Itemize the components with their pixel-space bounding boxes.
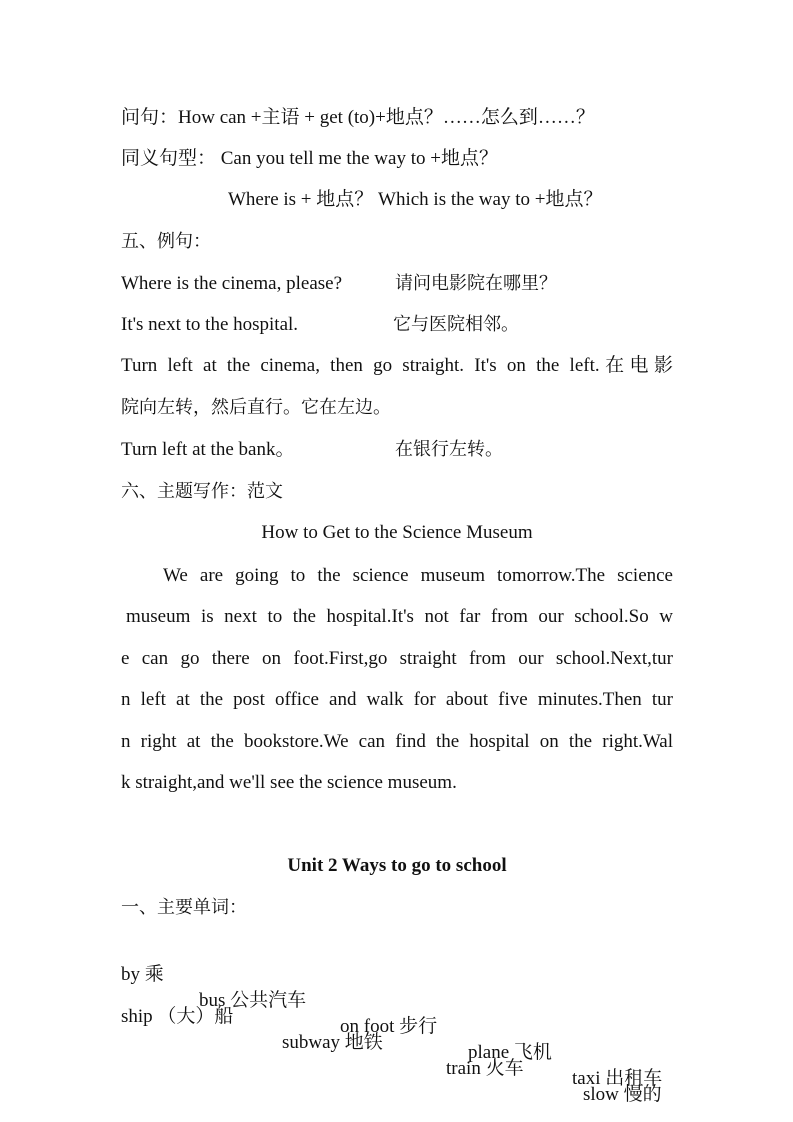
vocab-item: by 乘 — [121, 964, 164, 985]
essay-line: We are going to the science museum tomorrow.The science — [163, 565, 673, 586]
example-4 — [121, 437, 673, 463]
vocab-item: ship （大）船 — [121, 1006, 234, 1027]
vocab-item: taxi 出租车 — [572, 1068, 663, 1089]
vocab-item: train 火车 — [446, 1058, 524, 1079]
vocab-item: plane 飞机 — [468, 1042, 552, 1063]
essay-line: museum is next to the hospital.It's not far from our school.So w — [126, 606, 673, 627]
essay-title: How to Get to the Science Museum — [261, 522, 533, 543]
example-cn: 在银行左转。 — [395, 439, 503, 460]
section-heading-writing: 六、主题写作：范文 — [121, 481, 283, 502]
vocab-heading: 一、主要单词： — [121, 897, 247, 918]
vocab-item: slow 慢的 — [583, 1084, 662, 1105]
example-3-cont: 院向左转，然后直行。它在左边。 — [121, 397, 391, 418]
essay-line: e can go there on foot.First,go straight from our school.Next,tur — [121, 648, 673, 669]
example-1 — [121, 271, 673, 297]
vocab-item: subway 地铁 — [282, 1032, 383, 1053]
example-3: Turn left at the cinema, then go straight. It's on the left.在电影 — [121, 355, 673, 376]
synonym-pattern-2: Where is + 地点？ Which is the way to +地点？ — [228, 189, 603, 210]
vocab-item: on foot 步行 — [340, 1016, 438, 1037]
section-heading-examples: 五、例句： — [121, 231, 211, 252]
question-pattern: 问句：How can +主语 + get (to)+地点？……怎么到……？ — [121, 107, 595, 128]
example-cn: 它与医院相邻。 — [393, 314, 519, 335]
essay-line: k straight,and we'll see the science museum. — [121, 772, 457, 793]
unit-title: Unit 2 Ways to go to school — [287, 855, 507, 876]
essay-line: n left at the post office and walk for about five minutes.Then tur — [121, 689, 673, 710]
example-en: It's next to the hospital. — [121, 314, 299, 335]
essay-line: n right at the bookstore.We can find the hospital on the right.Wal — [121, 731, 673, 752]
example-en: Where is the cinema, please? — [121, 273, 343, 294]
example-2 — [121, 312, 673, 338]
example-cn: 请问电影院在哪里？ — [395, 273, 557, 294]
vocab-item: bus 公共汽车 — [199, 990, 307, 1011]
example-en: Turn left at the bank。 — [121, 439, 295, 460]
synonym-pattern: 同义句型： Can you tell me the way to +地点？ — [121, 148, 498, 169]
